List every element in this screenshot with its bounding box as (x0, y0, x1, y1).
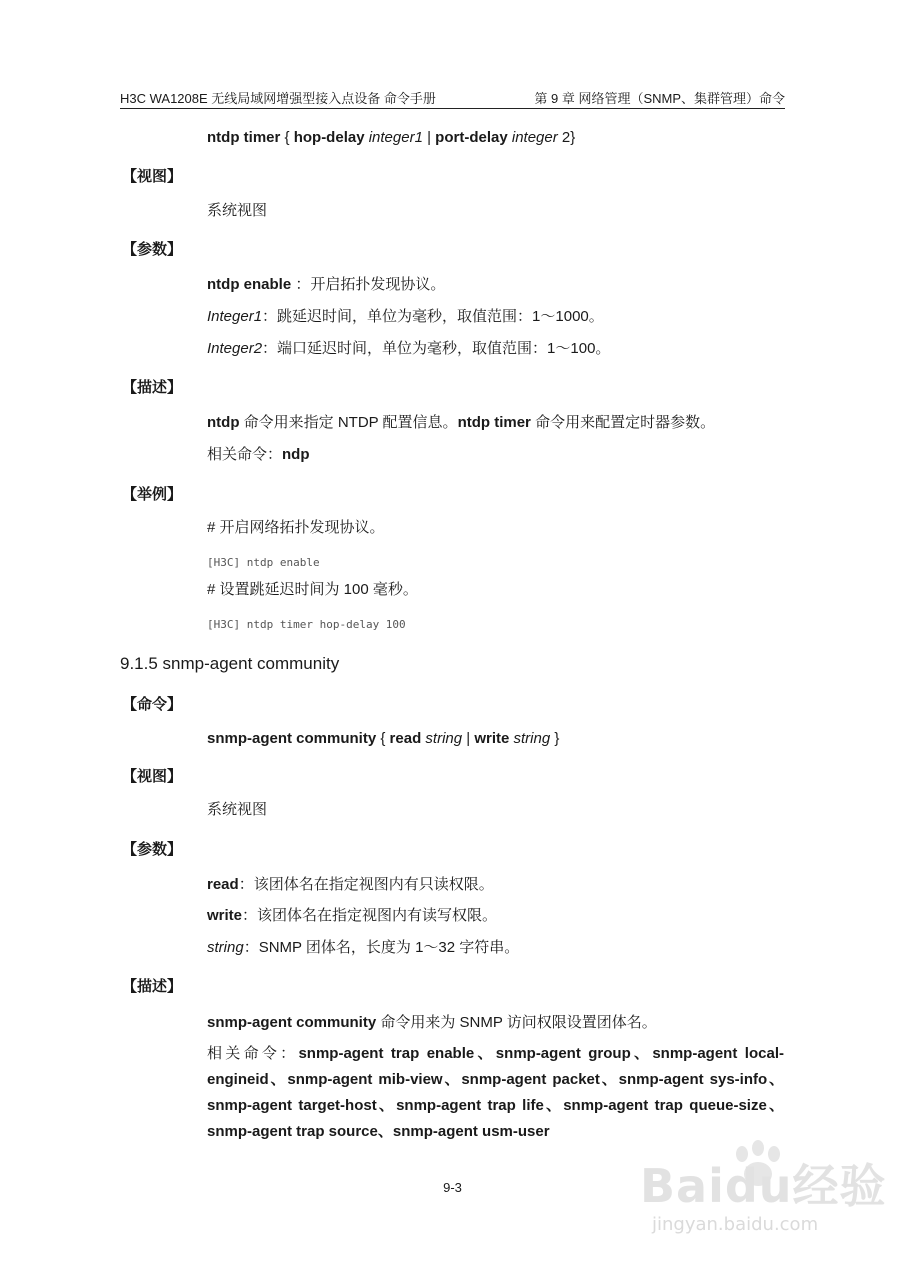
ntdp-view-value: 系统视图 (207, 202, 268, 219)
ntdp-example-code-2: [H3C] ntdp timer hop-delay 100 (207, 618, 406, 631)
header-manual-title: H3C WA1208E 无线局域网增强型接入点设备 命令手册 (120, 91, 436, 106)
snmp-view-value: 系统视图 (207, 801, 268, 818)
ntdp-desc-label: 【描述】 (122, 379, 183, 396)
header-chapter-title: 第 9 章 网络管理（SNMP、集群管理）命令 (534, 91, 785, 106)
ntdp-example-label: 【举例】 (122, 486, 183, 503)
ntdp-example-comment-2: # 设置跳延迟时间为 100 毫秒。 (207, 581, 418, 598)
section-heading: 9.1.5 snmp-agent community (120, 654, 340, 673)
snmp-param-string: string：SNMP 团体名，长度为 1～32 字符串。 (207, 939, 520, 956)
snmp-param-read: read：该团体名在指定视图内有只读权限。 (207, 876, 494, 893)
ntdp-example-comment-1: # 开启网络拓扑发现协议。 (207, 519, 385, 536)
page-number: 9-3 (443, 1180, 462, 1195)
snmp-command-syntax: snmp-agent community { read string | write string } (207, 730, 560, 747)
page-header (120, 86, 785, 109)
ntdp-description: ntdp 命令用来指定 NTDP 配置信息。ntdp timer 命令用来配置定时器参数。 (207, 414, 716, 431)
watermark-url: jingyan.baidu.com (652, 1214, 819, 1235)
ntdp-related-commands: 相关命令：ndp (207, 446, 310, 463)
ntdp-param-label: 【参数】 (122, 241, 183, 258)
watermark-brand: Baidu经验 (640, 1159, 887, 1213)
ntdp-param-integer1: Integer1：跳延迟时间，单位为毫秒，取值范围：1～1000。 (207, 308, 604, 325)
snmp-description: snmp-agent community 命令用来为 SNMP 访问权限设置团体名。 (207, 1014, 657, 1031)
ntdp-example-code-1: [H3C] ntdp enable (207, 556, 320, 569)
snmp-view-label: 【视图】 (122, 768, 183, 785)
ntdp-view-label: 【视图】 (122, 168, 183, 185)
snmp-param-label: 【参数】 (122, 841, 183, 858)
snmp-related-commands: 相关命令：snmp-agent trap enable、snmp-agent group、snmp-agent local-engineid、snmp-agent mib-view、snmp-agent packet、snmp-agent sys-info、snmp-agent target-host、snmp-agent trap life、snmp-agent trap queue-size、snmp-agent trap source、snmp-agent usm-user (207, 1045, 784, 1140)
snmp-command-label: 【命令】 (122, 696, 183, 713)
snmp-param-write: write：该团体名在指定视图内有读写权限。 (207, 907, 498, 924)
ntdp-command-syntax: ntdp timer { hop-delay integer1 | port-delay integer 2} (207, 129, 576, 146)
ntdp-param-enable: ntdp enable ：开启拓扑发现协议。 (207, 276, 446, 293)
snmp-desc-label: 【描述】 (122, 978, 183, 995)
ntdp-param-integer2: Integer2：端口延迟时间，单位为毫秒，取值范围：1～100。 (207, 340, 611, 357)
